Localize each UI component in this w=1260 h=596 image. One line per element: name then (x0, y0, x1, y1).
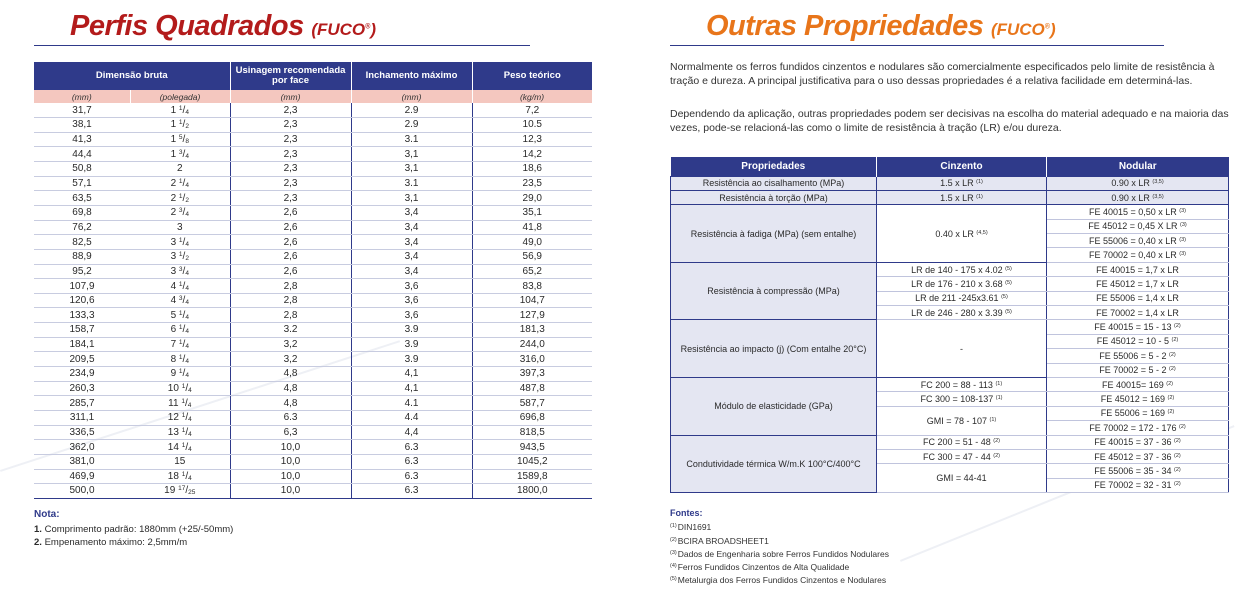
cell-mm: 44,4 (34, 147, 130, 162)
cell-swelling: 3,4 (351, 249, 472, 264)
header-weight: Peso teórico (472, 62, 592, 90)
value-cell: LR de 176 - 210 x 3.68 $^{(5)}$ (877, 277, 1047, 291)
table-row (34, 410, 592, 425)
cell-mm: 209,5 (34, 352, 130, 367)
source-item: $^{(1)}$DIN1691 (670, 522, 712, 533)
properties-row (671, 176, 1229, 190)
value-cell: LR de 140 - 175 x 4.02 $^{(5)}$ (877, 262, 1047, 276)
sources-heading: Fontes: (670, 508, 703, 518)
note-item: 2. Empenamento máximo: 2,5mm/m (34, 537, 188, 548)
table-row (34, 352, 592, 367)
cell-mm: 38,1 (34, 118, 130, 133)
cell-swelling: 6.3 (351, 440, 472, 455)
left-title: Perfis Quadrados (FUCO®) (70, 10, 376, 42)
cell-mm: 133,3 (34, 308, 130, 323)
cell-mm: 381,0 (34, 454, 130, 469)
table-row (34, 484, 592, 499)
value-cell: FE 70002 = 32 - 31 $^{(2)}$ (1047, 478, 1229, 492)
cell-mm: 311,1 (34, 410, 130, 425)
table-row (34, 279, 592, 294)
cell-swelling: 3,4 (351, 235, 472, 250)
cell-inch: 19 $^{17}/_{25}$ (130, 484, 230, 499)
cell-mm: 120,6 (34, 293, 130, 308)
table-row (34, 337, 592, 352)
value-cell: 1.5 x LR $^{(1)}$ (877, 190, 1047, 204)
cell-machining: 10,0 (230, 440, 351, 455)
cell-swelling: 4.1 (351, 396, 472, 411)
value-cell: GMI = 44-41 (877, 464, 1047, 493)
cell-weight: 104,7 (472, 293, 592, 308)
cell-swelling: 3,4 (351, 264, 472, 279)
cell-swelling: 3,4 (351, 205, 472, 220)
cell-inch: 9 $^1/_4$ (130, 367, 230, 382)
value-cell: FE 40015 = 37 - 36 $^{(2)}$ (1047, 435, 1229, 449)
cell-machining: 2,3 (230, 118, 351, 133)
cell-inch: 1 $^5/_8$ (130, 132, 230, 147)
cell-machining: 10,0 (230, 454, 351, 469)
header-dimension: Dimensão bruta (34, 62, 230, 90)
cell-swelling: 3,1 (351, 162, 472, 177)
value-cell: FE 55006 = 169 $^{(2)}$ (1047, 406, 1229, 420)
cell-mm: 285,7 (34, 396, 130, 411)
table-row (34, 469, 592, 484)
cell-inch: 1 $^3/_4$ (130, 147, 230, 162)
intro-paragraph: Normalmente os ferros fundidos cinzentos e nodulares são comercialmente especificados pelo limite de resistência à tração e dureza. A principal justificativa para o uso dessas propriedades é a relativa facilidade em determiná-las. (670, 61, 1215, 87)
header-properties: Propriedades (671, 157, 877, 176)
cell-inch: 2 (130, 162, 230, 177)
value-cell: FC 200 = 51 - 48 $^{(2)}$ (877, 435, 1047, 449)
intro-paragraph-2: Dependendo da aplicação, outras propriedades podem ser decisivas na escolha do material adequado e na maioria das vezes, pode-se relacioná-las como o limite de resistência à tração (LR) e/ou dureza. (670, 108, 1229, 134)
property-label: Resistência à fadiga (MPa) (sem entalhe) (671, 205, 877, 263)
value-cell: FE 55006 = 35 - 34 $^{(2)}$ (1047, 464, 1229, 478)
table-row (34, 425, 592, 440)
properties-body (671, 176, 1229, 493)
cell-inch: 15 (130, 454, 230, 469)
properties-row (671, 435, 1229, 449)
cell-weight: 181,3 (472, 323, 592, 338)
value-cell: FE 40015 = 1,7 x LR (1047, 262, 1229, 276)
cell-swelling: 6.3 (351, 469, 472, 484)
value-cell: 0.90 x LR $^{(3,5)}$ (1047, 176, 1229, 190)
table-row (34, 454, 592, 469)
cell-mm: 76,2 (34, 220, 130, 235)
table-row (34, 132, 592, 147)
cell-mm: 500,0 (34, 484, 130, 499)
table-row (34, 205, 592, 220)
cell-swelling: 2.9 (351, 103, 472, 118)
cell-inch: 5 $^1/_4$ (130, 308, 230, 323)
cell-machining: 2,6 (230, 220, 351, 235)
table-row (34, 176, 592, 191)
value-cell: FE 70002 = 5 - 2 $^{(2)}$ (1047, 363, 1229, 377)
note-item: 1. Comprimento padrão: 1880mm (+25/-50mm) (34, 524, 234, 535)
properties-row (671, 320, 1229, 334)
cell-swelling: 3,6 (351, 308, 472, 323)
cell-machining: 2,6 (230, 264, 351, 279)
cell-machining: 2,6 (230, 249, 351, 264)
cell-mm: 41,3 (34, 132, 130, 147)
cell-weight: 696,8 (472, 410, 592, 425)
value-cell: FE 45012 = 1,7 x LR (1047, 277, 1229, 291)
table-row (34, 264, 592, 279)
cell-weight: 1800,0 (472, 484, 592, 499)
cell-weight: 397,3 (472, 367, 592, 382)
units-row (34, 90, 592, 103)
cell-machining: 10,0 (230, 469, 351, 484)
value-cell: FE 45012 = 0,45 X LR $^{(3)}$ (1047, 219, 1229, 233)
cell-swelling: 4,1 (351, 381, 472, 396)
cell-weight: 487,8 (472, 381, 592, 396)
cell-swelling: 3,1 (351, 147, 472, 162)
properties-row (671, 205, 1229, 219)
value-cell: FE 40015 = 0,50 x LR $^{(3)}$ (1047, 205, 1229, 219)
cell-inch: 2 $^1/_4$ (130, 176, 230, 191)
cell-weight: 127,9 (472, 308, 592, 323)
cell-weight: 818,5 (472, 425, 592, 440)
cell-swelling: 3,6 (351, 279, 472, 294)
cell-mm: 158,7 (34, 323, 130, 338)
cell-mm: 63,5 (34, 191, 130, 206)
cell-machining: 2,3 (230, 103, 351, 118)
cell-inch: 1 $^1/_4$ (130, 103, 230, 118)
unit-cell: (kg/m) (472, 90, 592, 103)
source-item: $^{(2)}$BCIRA BROADSHEET1 (670, 535, 769, 546)
cell-weight: 1589,8 (472, 469, 592, 484)
value-cell: FE 70002 = 0,40 x LR $^{(3)}$ (1047, 248, 1229, 262)
cell-swelling: 3.1 (351, 176, 472, 191)
table-row (34, 323, 592, 338)
cell-inch: 2 $^1/_2$ (130, 191, 230, 206)
cell-weight: 65,2 (472, 264, 592, 279)
cell-machining: 6.3 (230, 410, 351, 425)
table-row (34, 308, 592, 323)
table-row (34, 118, 592, 133)
cell-inch: 11 $^1/_4$ (130, 396, 230, 411)
cell-inch: 3 $^3/_4$ (130, 264, 230, 279)
cell-weight: 83,8 (472, 279, 592, 294)
cell-inch: 8 $^1/_4$ (130, 352, 230, 367)
value-cell: FE 55006 = 0,40 x LR $^{(3)}$ (1047, 234, 1229, 248)
cell-swelling: 3.9 (351, 352, 472, 367)
value-cell: FE 45012 = 10 - 5 $^{(2)}$ (1047, 334, 1229, 348)
value-cell: FE 70002 = 172 - 176 $^{(2)}$ (1047, 421, 1229, 435)
cell-mm: 50,8 (34, 162, 130, 177)
value-cell: 0.40 x LR $^{(4,5)}$ (877, 205, 1047, 263)
cell-swelling: 3,6 (351, 293, 472, 308)
notes-heading: Nota: (34, 509, 60, 520)
properties-table (670, 157, 1229, 493)
cell-weight: 1045,2 (472, 454, 592, 469)
cell-mm: 336,5 (34, 425, 130, 440)
table-row (34, 440, 592, 455)
cell-weight: 7,2 (472, 103, 592, 118)
cell-machining: 2,6 (230, 205, 351, 220)
properties-row (671, 377, 1229, 391)
cell-inch: 1 $^1/_2$ (130, 118, 230, 133)
table-row (34, 103, 592, 118)
unit-cell: (mm) (351, 90, 472, 103)
sources (670, 507, 889, 587)
cell-machining: 3,2 (230, 337, 351, 352)
cell-mm: 469,9 (34, 469, 130, 484)
cell-mm: 95,2 (34, 264, 130, 279)
cell-mm: 82,5 (34, 235, 130, 250)
properties-row (671, 262, 1229, 276)
source-item: $^{(3)}$Dados de Engenharia sobre Ferros Fundidos Nodulares (670, 548, 889, 559)
table-row (34, 235, 592, 250)
cell-swelling: 3.9 (351, 323, 472, 338)
cell-swelling: 3,4 (351, 220, 472, 235)
cell-inch: 12 $^1/_4$ (130, 410, 230, 425)
property-label: Resistência à torção (MPa) (671, 190, 877, 204)
source-item: $^{(5)}$Metalurgia dos Ferros Fundidos Cinzentos e Nodulares (670, 575, 887, 586)
cell-machining: 2,3 (230, 132, 351, 147)
cell-inch: 3 (130, 220, 230, 235)
cell-mm: 234,9 (34, 367, 130, 382)
cell-swelling: 4,1 (351, 367, 472, 382)
cell-machining: 4,8 (230, 367, 351, 382)
cell-weight: 316,0 (472, 352, 592, 367)
cell-swelling: 4.4 (351, 410, 472, 425)
property-label: Resistência ao impacto (j) (Com entalhe 20°C) (671, 320, 877, 378)
table-row (34, 220, 592, 235)
property-label: Módulo de elasticidade (GPa) (671, 377, 877, 435)
cell-swelling: 2.9 (351, 118, 472, 133)
value-cell: FE 70002 = 1,4 x LR (1047, 306, 1229, 320)
table-row (34, 147, 592, 162)
cell-weight: 49,0 (472, 235, 592, 250)
value-cell: LR de 246 - 280 x 3.39 $^{(5)}$ (877, 306, 1047, 320)
cell-mm: 57,1 (34, 176, 130, 191)
value-cell: FE 55006 = 5 - 2 $^{(2)}$ (1047, 349, 1229, 363)
cell-machining: 2,8 (230, 308, 351, 323)
property-label: Resistência ao cisalhamento (MPa) (671, 176, 877, 190)
table-row (34, 367, 592, 382)
left-title-rule (34, 45, 530, 46)
cell-machining: 2,3 (230, 162, 351, 177)
table-row (34, 249, 592, 264)
cell-swelling: 6.3 (351, 454, 472, 469)
cell-machining: 2,6 (230, 235, 351, 250)
cell-machining: 2,3 (230, 147, 351, 162)
cell-inch: 4 $^3/_4$ (130, 293, 230, 308)
cell-weight: 12,3 (472, 132, 592, 147)
unit-cell: (mm) (34, 90, 130, 103)
cell-swelling: 3.1 (351, 132, 472, 147)
notes (34, 508, 233, 549)
cell-inch: 3 $^1/_4$ (130, 235, 230, 250)
value-cell: FC 300 = 47 - 44 $^{(2)}$ (877, 449, 1047, 463)
value-cell: 0.90 x LR $^{(3,5)}$ (1047, 190, 1229, 204)
value-cell: FE 40015= 169 $^{(2)}$ (1047, 377, 1229, 391)
cell-weight: 23,5 (472, 176, 592, 191)
table-row (34, 191, 592, 206)
value-cell: FC 300 = 108-137 $^{(1)}$ (877, 392, 1047, 406)
unit-cell: (polegada) (130, 90, 230, 103)
header-swelling: Inchamento máximo (351, 62, 472, 90)
cell-mm: 107,9 (34, 279, 130, 294)
table-row (34, 396, 592, 411)
property-label: Condutividade térmica W/m.K 100°C/400°C (671, 435, 877, 493)
cell-inch: 13 $^1/_4$ (130, 425, 230, 440)
square-profiles-table (34, 62, 593, 499)
cell-machining: 10,0 (230, 484, 351, 499)
cell-mm: 69,8 (34, 205, 130, 220)
cell-weight: 14,2 (472, 147, 592, 162)
value-cell: 1.5 x LR $^{(1)}$ (877, 176, 1047, 190)
cell-swelling: 3.9 (351, 337, 472, 352)
unit-cell: (mm) (230, 90, 351, 103)
cell-inch: 4 $^1/_4$ (130, 279, 230, 294)
cell-mm: 362,0 (34, 440, 130, 455)
cell-weight: 943,5 (472, 440, 592, 455)
table-row (34, 293, 592, 308)
right-title-rule (670, 45, 1164, 46)
cell-machining: 2,8 (230, 279, 351, 294)
cell-weight: 35,1 (472, 205, 592, 220)
property-label: Resistência à compressão (MPa) (671, 262, 877, 320)
cell-mm: 88,9 (34, 249, 130, 264)
right-title: Outras Propriedades (FUCO®) (706, 10, 1056, 42)
cell-weight: 41,8 (472, 220, 592, 235)
cell-machining: 3,2 (230, 352, 351, 367)
cell-weight: 18,6 (472, 162, 592, 177)
cell-mm: 260,3 (34, 381, 130, 396)
cell-machining: 2,3 (230, 191, 351, 206)
cell-inch: 2 $^3/_4$ (130, 205, 230, 220)
cell-machining: 6,3 (230, 425, 351, 440)
cell-machining: 2,3 (230, 176, 351, 191)
table-row (34, 162, 592, 177)
cell-inch: 7 $^1/_4$ (130, 337, 230, 352)
header-gray-iron: Cinzento (877, 157, 1047, 176)
cell-inch: 3 $^1/_2$ (130, 249, 230, 264)
cell-machining: 3.2 (230, 323, 351, 338)
cell-mm: 184,1 (34, 337, 130, 352)
value-cell: - (877, 320, 1047, 378)
cell-inch: 18 $^1/_4$ (130, 469, 230, 484)
value-cell: FE 45012 = 169 $^{(2)}$ (1047, 392, 1229, 406)
header-nodular-iron: Nodular (1047, 157, 1229, 176)
cell-weight: 29,0 (472, 191, 592, 206)
value-cell: FE 45012 = 37 - 36 $^{(2)}$ (1047, 449, 1229, 463)
table-row (34, 381, 592, 396)
cell-machining: 4,8 (230, 396, 351, 411)
header-machining: Usinagem recomendada por face (230, 62, 351, 90)
cell-swelling: 6.3 (351, 484, 472, 499)
cell-swelling: 4,4 (351, 425, 472, 440)
properties-row (671, 190, 1229, 204)
cell-mm: 31,7 (34, 103, 130, 118)
cell-machining: 4,8 (230, 381, 351, 396)
cell-weight: 10.5 (472, 118, 592, 133)
value-cell: LR de 211 -245x3.61 $^{(5)}$ (877, 291, 1047, 305)
value-cell: GMI = 78 - 107 $^{(1)}$ (877, 406, 1047, 435)
value-cell: FE 40015 = 15 - 13 $^{(2)}$ (1047, 320, 1229, 334)
cell-inch: 10 $^1/_4$ (130, 381, 230, 396)
cell-inch: 14 $^1/_4$ (130, 440, 230, 455)
cell-weight: 587,7 (472, 396, 592, 411)
cell-weight: 56,9 (472, 249, 592, 264)
value-cell: FE 55006 = 1,4 x LR (1047, 291, 1229, 305)
cell-machining: 2,8 (230, 293, 351, 308)
table-body (34, 103, 592, 498)
cell-swelling: 3,1 (351, 191, 472, 206)
source-item: $^{(4)}$Ferros Fundidos Cinzentos de Alta Qualidade (670, 562, 850, 573)
value-cell: FC 200 = 88 - 113 $^{(1)}$ (877, 377, 1047, 391)
cell-inch: 6 $^1/_4$ (130, 323, 230, 338)
cell-weight: 244,0 (472, 337, 592, 352)
